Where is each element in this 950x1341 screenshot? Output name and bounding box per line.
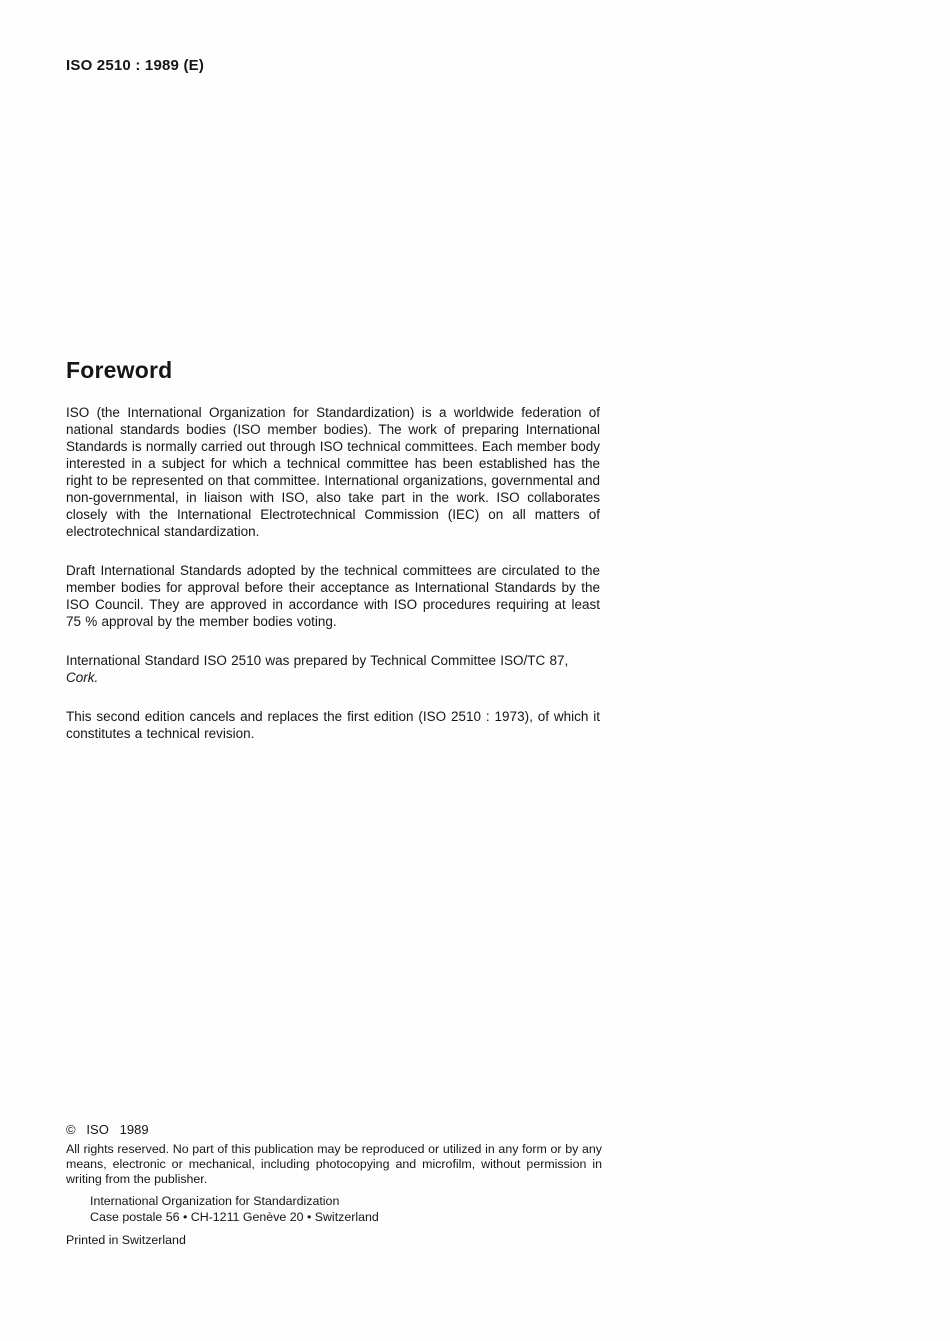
foreword-paragraph-3 [66,652,600,686]
rights-statement: All rights reserved. No part of this publication may be reproduced or utilized in any form or by any means, electronic or mechanical, including photocopying and microfilm, without permission in writing from the publisher. [66,1142,602,1186]
foreword-paragraph-1: ISO (the International Organization for Standardization) is a worldwide federation of national standards bodies (ISO member bodies). The work of preparing International Standards is normally carried out through ISO technical committees. Each member body interested in a subject for which a technical committee has been established has the right to be represented on that committee. International organizations, governmental and non-governmental, in liaison with ISO, also take part in the work. ISO collaborates closely with the International Electrotechnical Commission (IEC) on all matters of electrotechnical standardization. [66,405,600,539]
publisher-name: International Organization for Standardization [90,1194,340,1209]
foreword-section [66,357,600,764]
publisher-address: Case postale 56 • CH-1211 Genève 20 • Switzerland [90,1209,379,1224]
foreword-paragraph-4: This second edition cancels and replaces the first edition (ISO 2510 : 1973), of which it constitutes a technical revision. [66,709,600,741]
standard-reference-header: ISO 2510 : 1989 (E) [66,57,205,74]
section-title: Foreword [66,357,173,383]
committee-sentence: International Standard ISO 2510 was prepared by Technical Committee ISO/TC 87, [66,653,569,668]
page-footer [66,1122,602,1247]
copyright-notice: © ISO 1989 [66,1122,149,1137]
committee-name: Cork. [66,670,99,685]
foreword-paragraph-2: Draft International Standards adopted by the technical committees are circulated to the member bodies for approval before their acceptance as International Standards by the ISO Council. They are approved in accordance with ISO procedures requiring at least 75 % approval by the member bodies voting. [66,563,600,629]
publisher-block [90,1194,602,1225]
printed-in-line: Printed in Switzerland [66,1233,186,1248]
